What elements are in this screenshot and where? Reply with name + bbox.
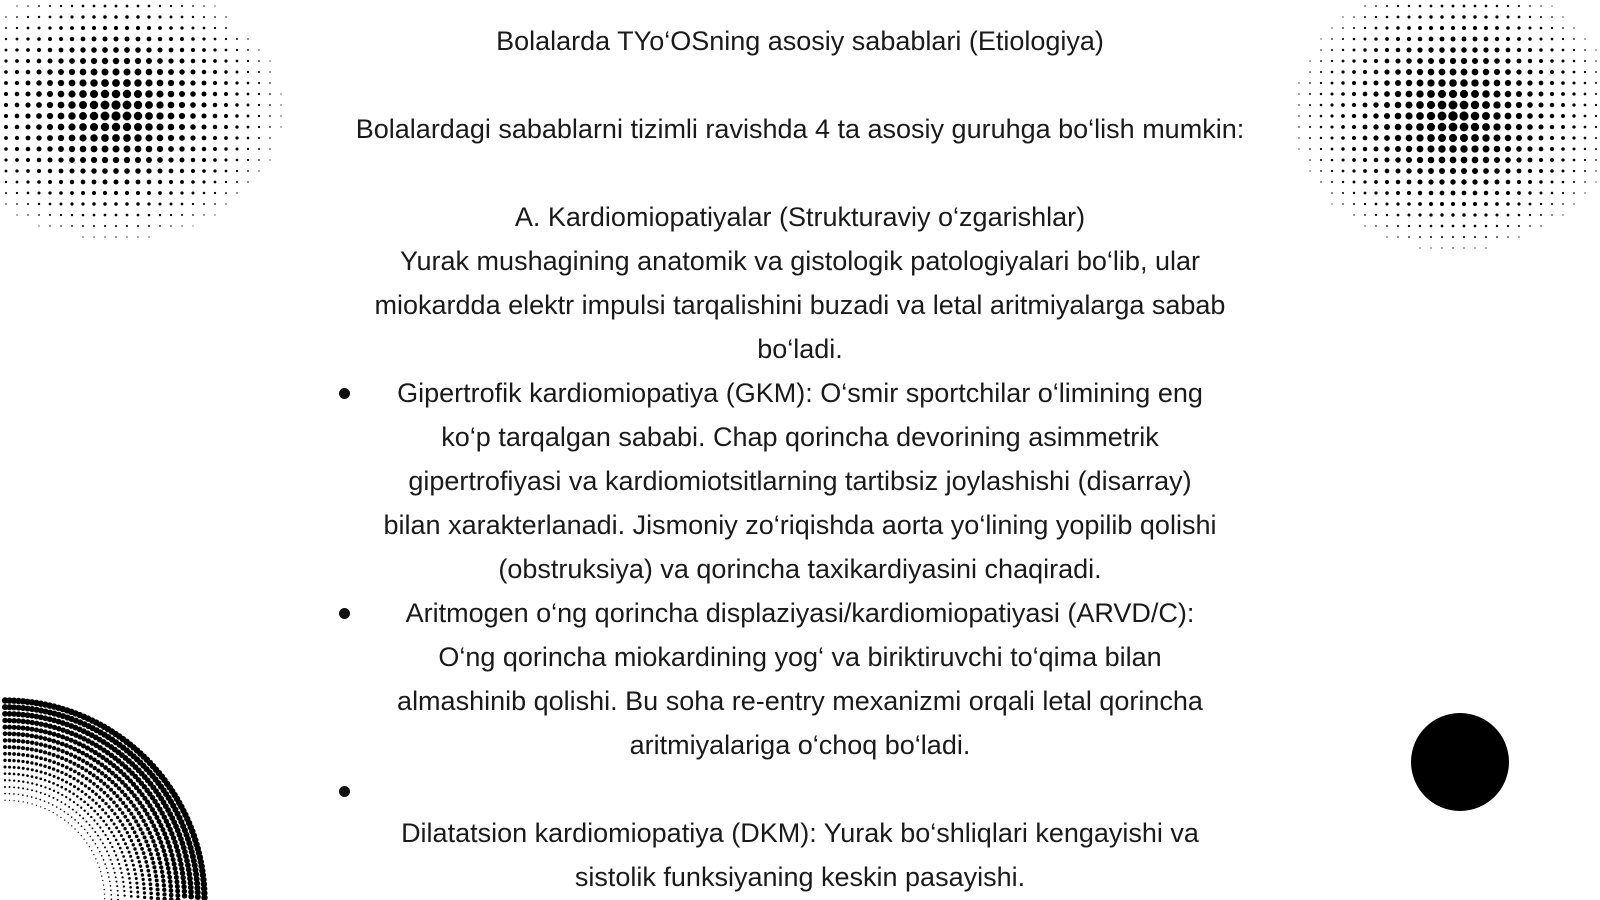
bullet-2-text-line: aritmiyalariga o‘choq bo‘ladi. [629, 730, 971, 760]
slide-title: Bolalarda TYo‘OSning asosiy sabablari (Etiologiya) [496, 26, 1104, 56]
bullet-3-text-line: Dilatatsion kardiomiopatiya (DKM): Yurak bo‘shliqlari kengayishi va [401, 818, 1199, 848]
intro-text: Bolalardagi sabablarni tizimli ravishda 4 ta asosiy guruhga bo‘lish mumkin: [355, 114, 1245, 144]
bullet-2-text-line: Aritmogen o‘ng qorincha displaziyasi/kardiomiopatiyasi (ARVD/C): [405, 598, 1195, 628]
section-a-heading: A. Kardiomiopatiyalar (Strukturaviy o‘zgarishlar) [514, 202, 1086, 232]
bullet-marker [339, 786, 350, 797]
section-a-description-line: Yurak mushagining anatomik va gistologik patologiyalari bo‘lib, ular [400, 246, 1200, 276]
section-a-description-line: miokardda elektr impulsi tarqalishini buzadi va letal aritmiyalarga sabab [374, 290, 1226, 320]
bullet-2-text-line: almashinib qolishi. Bu soha re-entry mexanizmi orqali letal qorincha [397, 686, 1203, 716]
bullet-1-text-line: (obstruksiya) va qorincha taxikardiyasini chaqiradi. [498, 554, 1102, 584]
bullet-1-text-line: ko‘p tarqalgan sababi. Chap qorincha devorining asimmetrik [441, 422, 1159, 452]
bullet-1-text-line: gipertrofiyasi va kardiomiotsitlarning tartibsiz joylashishi (disarray) [408, 466, 1192, 496]
bullet-1-text-line: bilan xarakterlanadi. Jismoniy zo‘riqishda aorta yo‘lining yopilib qolishi [383, 510, 1217, 540]
bullet-1-text-line: Gipertrofik kardiomiopatiya (GKM): O‘smir sportchilar o‘limining eng [397, 378, 1203, 408]
bullet-2-text-line: O‘ng qorincha miokardining yog‘ va biriktiruvchi to‘qima bilan [438, 642, 1162, 672]
bullet-3-text-line: sistolik funksiyaning keskin pasayishi. [574, 862, 1026, 892]
section-a-description-line: bo‘ladi. [757, 334, 843, 364]
